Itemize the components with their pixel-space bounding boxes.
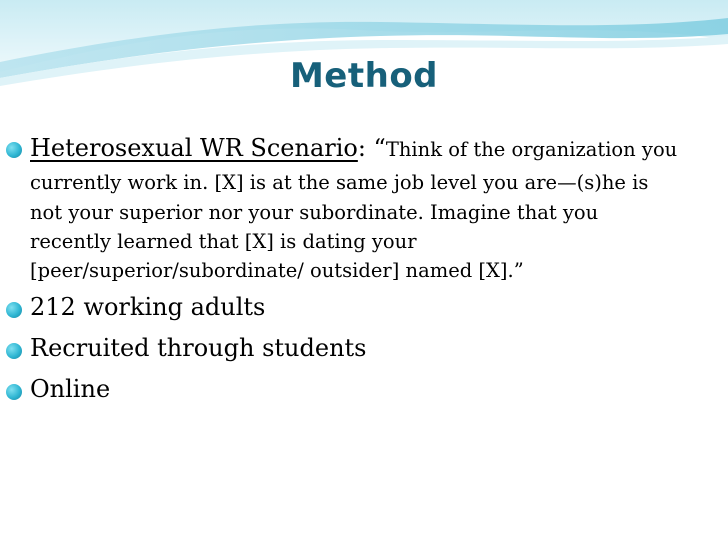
recruitment-item: Recruited through students [30, 334, 367, 362]
participants-item: 212 working adults [30, 293, 266, 321]
scenario-label: Heterosexual WR Scenario [30, 134, 358, 162]
scenario-line-3: not your superior nor your subordinate. Imagine that you [30, 201, 599, 224]
scenario-line-5: [peer/superior/subordinate/ outsider] named [X].” [30, 259, 524, 282]
scenario-line-1 [30, 134, 677, 162]
bullet-icon [6, 142, 22, 158]
scenario-text-start: Think of the organization you [385, 138, 678, 161]
slide-title: Method [289, 56, 439, 96]
bullet-icon [6, 384, 22, 400]
bullet-icon [6, 302, 22, 318]
bullet-icon [6, 343, 22, 359]
scenario-line-2: currently work in. [X] is at the same job level you are—(s)he is [30, 171, 649, 194]
mode-item: Online [30, 375, 111, 403]
scenario-open-quote: : “ [357, 134, 386, 162]
scenario-line-4: recently learned that [X] is dating your [30, 230, 417, 253]
